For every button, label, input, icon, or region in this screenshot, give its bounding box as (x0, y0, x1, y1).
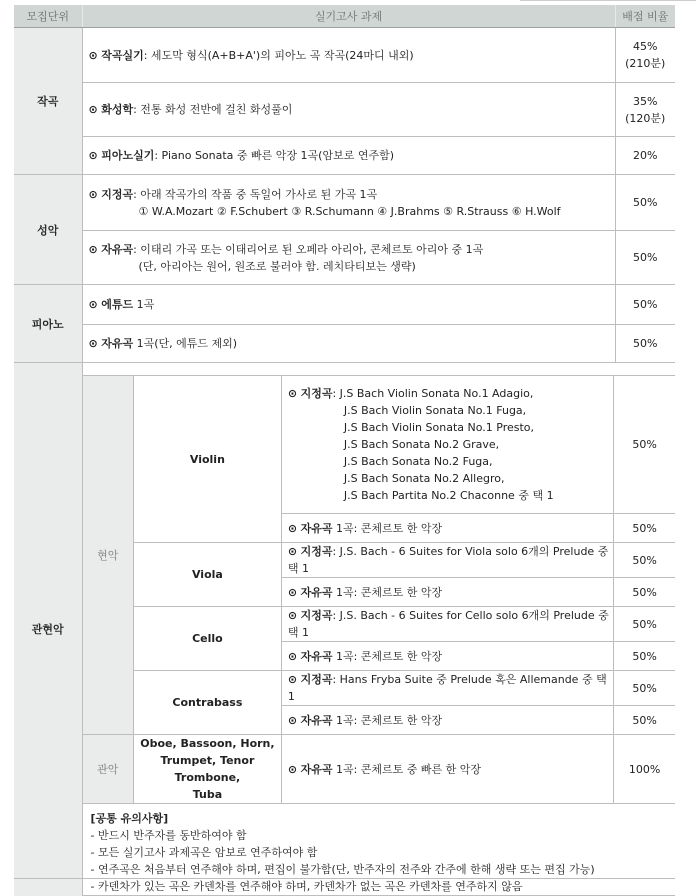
table-row (14, 285, 675, 325)
orchestral-table (83, 375, 676, 804)
task-cell (281, 514, 613, 543)
table-row (14, 83, 675, 137)
task-label: 피아노실기 (101, 149, 155, 162)
note-item: - 카덴차가 있는 곡은 카덴차를 연주해야 하며, 카덴차가 없는 곡은 카덴차를 연주하지 않음 (90, 880, 523, 893)
bullet-icon: ⊙ (287, 649, 298, 663)
piece-item: J.S Bach Sonata No.2 Fuga, (343, 455, 493, 468)
bullet-icon: ⊙ (88, 48, 98, 62)
instrument-viola: Viola (133, 543, 281, 607)
score-time: (120분) (625, 111, 666, 125)
bullet-icon: ⊙ (287, 545, 298, 558)
category-strings: 현악 (83, 376, 134, 735)
note-item: - 모든 실기고사 과제곡은 암보로 연주하여야 함 (90, 846, 318, 859)
task-detail: ① W.A.Mozart ② F.Schubert ③ R.Schumann ④ J.Brahms ⑤ R.Strauss ⑥ H.Wolf (138, 204, 561, 218)
task-cell (82, 28, 615, 83)
table-row (83, 671, 676, 706)
bullet-icon: ⊙ (287, 609, 298, 622)
unit-vocal: 성악 (14, 175, 82, 285)
table-row (83, 543, 676, 578)
task-label: 지정곡 (300, 673, 333, 686)
table-row (14, 137, 675, 175)
score-cell (615, 28, 675, 83)
note-item: - 반드시 반주자를 동반하여야 함 (90, 829, 247, 842)
header-score: 배점 비율 (615, 5, 675, 28)
score-cell: 50% (614, 578, 675, 607)
score-cell (615, 137, 675, 175)
task-label: 지정곡 (300, 387, 333, 400)
task-cell (82, 285, 615, 325)
task-cell (82, 325, 615, 363)
unit-piano: 피아노 (14, 285, 82, 363)
piece-item: J.S Bach Partita No.2 Chaconne 중 택 1 (343, 489, 554, 502)
piece-item: J.S Bach Violin Sonata No.1 Fuga, (343, 404, 527, 417)
task-label: 에튜드 (101, 298, 134, 311)
bullet-icon: ⊙ (88, 149, 98, 162)
bullet-icon: ⊙ (287, 585, 298, 599)
header-task: 실기고사 과제 (82, 5, 615, 28)
bullet-icon: ⊙ (88, 337, 98, 350)
common-notes (83, 804, 676, 895)
bullet-icon: ⊙ (88, 298, 98, 311)
task-label: 자유곡 (101, 337, 134, 350)
task-cell (281, 543, 613, 578)
table-row (83, 376, 676, 514)
score-value: 45% (633, 40, 658, 53)
table-row (83, 607, 676, 642)
task-label: 작곡실기 (101, 48, 144, 62)
score-cell: 50% (614, 607, 675, 642)
task-text: : 이태리 가곡 또는 이태리어로 된 오페라 아리아, 콘체르토 아리아 중 1곡 (133, 242, 484, 256)
score-cell: 50% (615, 175, 675, 231)
score-time: (210분) (625, 57, 666, 70)
task-label: 자유곡 (300, 762, 333, 776)
table-row (14, 325, 675, 363)
category-winds: 관악 (83, 735, 134, 804)
task-text: 1곡 (133, 298, 155, 311)
task-cell (281, 706, 613, 735)
instrument-violin: Violin (133, 376, 281, 543)
table-row (83, 735, 676, 804)
bullet-icon: ⊙ (287, 387, 298, 400)
piece-item: J.S Bach Violin Sonata No.1 Adagio, (339, 387, 534, 400)
score-cell: 50% (614, 543, 675, 578)
task-label: 지정곡 (300, 545, 333, 558)
orchestral-section (82, 363, 675, 896)
score-cell: 50% (615, 231, 675, 285)
table-row (14, 231, 675, 285)
task-cell (281, 578, 613, 607)
task-label: 지정곡 (300, 609, 333, 622)
bottom-divider (14, 878, 675, 879)
instrument-name-line: Tuba (192, 788, 223, 801)
table-header (14, 5, 675, 28)
table-row (14, 28, 675, 83)
task-cell (82, 137, 615, 175)
bullet-icon: ⊙ (287, 673, 298, 686)
score-cell: 50% (614, 376, 675, 514)
task-label: 화성학 (101, 103, 134, 116)
task-text: 1곡: 콘체르토 한 악장 (332, 521, 443, 535)
task-cell (281, 735, 613, 804)
piece-item: J.S Bach Sonata No.2 Grave, (343, 438, 500, 451)
task-cell (281, 607, 613, 642)
instrument-cello: Cello (133, 607, 281, 671)
score-cell: 50% (614, 642, 675, 671)
task-text: : 전통 화성 전반에 걸친 화성풀이 (133, 103, 293, 116)
score-cell: 50% (614, 671, 675, 706)
task-text: : Hans Fryba Suite 중 Prelude 혹은 Allemande 중 택 1 (287, 673, 607, 703)
task-text: : 세도막 형식(A+B+A')의 피아노 곡 작곡(24마디 내외) (143, 48, 414, 62)
instrument-name-line: Oboe, Bassoon, Horn, (140, 737, 275, 750)
task-text: 1곡: 콘체르토 한 악장 (332, 649, 443, 663)
score-cell: 50% (615, 325, 675, 363)
task-label: 지정곡 (101, 187, 134, 201)
score-cell (615, 83, 675, 137)
piece-item: J.S Bach Violin Sonata No.1 Presto, (343, 421, 535, 434)
top-divider (520, 0, 696, 1)
table-row (14, 175, 675, 231)
task-text: : J.S. Bach - 6 Suites for Viola solo 6개의 Prelude 중 택 1 (287, 545, 609, 575)
bullet-icon: ⊙ (88, 103, 98, 116)
task-label: 자유곡 (300, 521, 333, 535)
score-cell: 50% (615, 285, 675, 325)
bullet-icon: ⊙ (287, 521, 298, 535)
unit-orchestral: 관현악 (14, 363, 82, 896)
task-text: 1곡(단, 에튜드 제외) (133, 337, 238, 350)
unit-composition: 작곡 (14, 28, 82, 175)
instrument-winds (133, 735, 281, 804)
header-unit: 모집단위 (14, 5, 82, 28)
score-cell: 50% (614, 514, 675, 543)
score-value: 35% (633, 94, 658, 108)
task-cell (82, 83, 615, 137)
task-text: 1곡: 콘체르토 중 빠른 한 악장 (332, 762, 482, 776)
task-text: : Piano Sonata 중 빠른 악장 1곡(암보로 연주함) (154, 149, 395, 162)
task-cell (82, 231, 615, 285)
task-label: 자유곡 (300, 649, 333, 663)
task-text: 1곡: 콘체르토 한 악장 (332, 713, 443, 727)
notes-title: [공통 유의사항] (90, 812, 169, 825)
piece-item: J.S Bach Sonata No.2 Allegro, (343, 472, 505, 485)
score-value: 20% (633, 149, 658, 162)
bullet-icon: ⊙ (287, 713, 298, 727)
task-text: 1곡: 콘체르토 한 악장 (332, 585, 443, 599)
task-label: 자유곡 (300, 585, 333, 599)
instrument-contrabass: Contrabass (133, 671, 281, 735)
table-row (14, 363, 675, 896)
task-text: : 아래 작곡가의 작품 중 독일어 가사로 된 가곡 1곡 (133, 187, 378, 201)
task-cell (82, 175, 615, 231)
bullet-icon: ⊙ (287, 762, 298, 776)
score-cell: 100% (614, 735, 675, 804)
task-cell (281, 642, 613, 671)
bullet-icon: ⊙ (88, 187, 98, 201)
exam-table (14, 5, 675, 896)
task-label: 자유곡 (101, 242, 134, 256)
task-text: : J.S. Bach - 6 Suites for Cello solo 6개의 Prelude 중 택 1 (287, 609, 609, 639)
task-label: 자유곡 (300, 713, 333, 727)
task-cell: ⊙ 지정곡: J.S Bach Violin Sonata No.1 Adagio, J.S Bach Violin Sonata No.1 Fuga, J.S Bach Violin Sonata No.1 Presto, J.S Bach Sonata No.2 Grave, J.S Bach Sonata No.2 Fuga, J.S Bach Sonata No.2 Allegro, J.S Bach Partita No.2 Chaconne 중 택 1 (281, 376, 613, 514)
instrument-name-line: Trumpet, Tenor Trombone, (160, 754, 255, 784)
score-cell: 50% (614, 706, 675, 735)
task-detail: (단, 아리아는 원어, 원조로 불러야 함. 레치타티보는 생략) (138, 259, 416, 273)
note-item: - 연주곡은 처음부터 연주해야 하며, 편집이 불가함(단, 반주자의 전주와 간주에 한해 생략 또는 편집 가능) (90, 863, 595, 876)
task-cell (281, 671, 613, 706)
bullet-icon: ⊙ (88, 242, 98, 256)
